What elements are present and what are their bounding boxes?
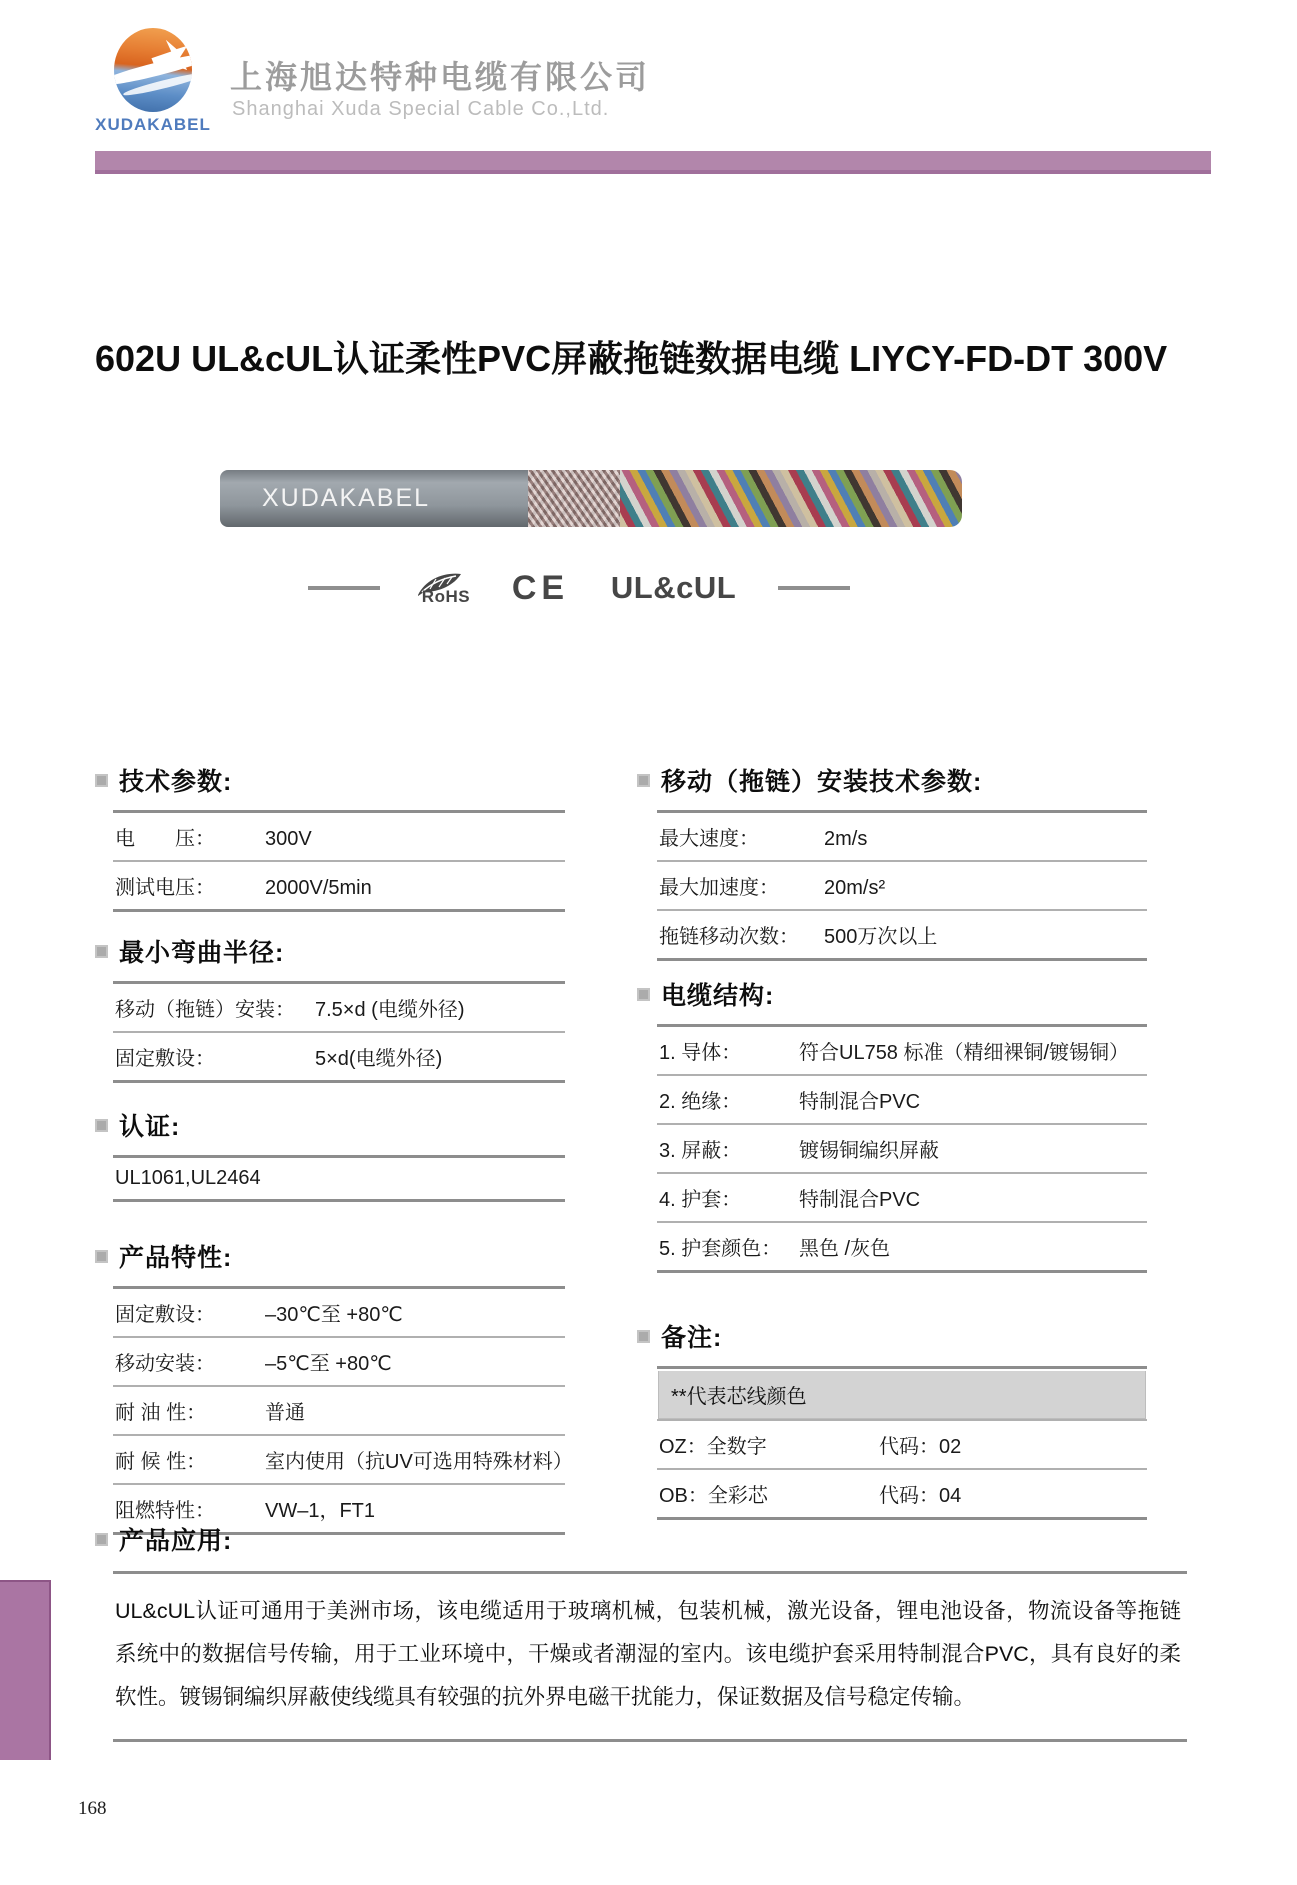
cable-product-image [220, 470, 962, 527]
notes-highlight-row: **代表芯线颜色 [658, 1371, 1146, 1419]
row-value: 特制混合PVC [799, 1189, 921, 1211]
table-row [657, 1027, 1147, 1074]
row-value: 500万次以上 [824, 926, 938, 948]
section-bullet-icon [95, 774, 108, 787]
section-title: 电缆结构: [661, 982, 775, 1010]
structure-table [657, 1024, 1147, 1273]
section-bullet-icon [637, 988, 650, 1001]
table-row [113, 1031, 565, 1080]
mobile-params-table [657, 810, 1147, 961]
table-row [657, 1468, 1147, 1517]
section-header [95, 1238, 565, 1274]
row-value: 普通 [265, 1402, 305, 1424]
section-title: 产品特性: [119, 1244, 233, 1272]
section-header [95, 1521, 1187, 1557]
section-bullet-icon [95, 1119, 108, 1132]
cable-braid-shield [528, 470, 620, 527]
logo-wordmark: XUDAKABEL [95, 115, 211, 134]
section-bullet-icon [637, 1330, 650, 1343]
row-label: OB：全彩芯 [659, 1485, 768, 1507]
bend-radius-table [113, 981, 565, 1083]
rohs-label: RoHS [421, 587, 471, 606]
row-label: 最大速度： [659, 828, 759, 850]
section-structure [637, 976, 1147, 1273]
side-accent-block [0, 1580, 51, 1760]
section-bend-radius [95, 933, 565, 1083]
table-row [657, 1074, 1147, 1123]
rohs-logo [422, 571, 470, 605]
row-value: 特制混合PVC [799, 1091, 921, 1113]
notes-table [657, 1366, 1147, 1520]
section-title: 最小弯曲半径: [119, 939, 285, 967]
table-row [113, 1336, 565, 1385]
row-label: 5. 护套颜色： [659, 1238, 782, 1260]
applications-paragraph: UL&cUL认证可通用于美洲市场，该电缆适用于玻璃机械，包装机械，激光设备，锂电池设备，物流设备等拖链系统中的数据信号传输，用于工业环境中，干燥或者潮湿的室内。该电缆护套采用特制混合PVC，具有良好的柔软性。镀锡铜编织屏蔽使线缆具有较强的抗外界电磁干扰能力，保证数据及信号稳定传输。 [113, 1571, 1187, 1742]
row-value: 镀锡铜编织屏蔽 [799, 1140, 939, 1162]
row-value: VW–1，FT1 [265, 1500, 376, 1522]
company-name-en: Shanghai Xuda Special Cable Co.,Ltd. [232, 98, 610, 120]
table-row [113, 813, 565, 860]
table-row [113, 1434, 573, 1483]
row-value: 5×d(电缆外径) [315, 1048, 443, 1070]
row-label: 3. 屏蔽： [659, 1140, 742, 1162]
row-label: 1. 导体： [659, 1042, 742, 1064]
row-label: 移动（拖链）安装： [115, 999, 295, 1021]
section-mobile-params [637, 762, 1147, 961]
row-value: –30℃至 +80℃ [265, 1304, 403, 1326]
row-value: 室内使用（抗UV可选用特殊材料） [265, 1451, 573, 1473]
table-row [113, 1385, 565, 1434]
table-row [657, 860, 1147, 909]
table-row [113, 1158, 565, 1199]
right-dash-divider [778, 586, 850, 590]
row-label: 4. 护套： [659, 1189, 742, 1211]
features-table [113, 1286, 573, 1535]
row-value: 20m/s² [824, 877, 886, 899]
section-bullet-icon [637, 774, 650, 787]
table-row [657, 909, 1147, 958]
cable-jacket-print: XUDAKABEL [262, 484, 431, 512]
ul-cul-mark: UL&cUL [610, 570, 737, 605]
section-title: 备注: [661, 1324, 723, 1352]
table-row [113, 860, 565, 909]
row-value: 7.5×d (电缆外径) [315, 999, 465, 1021]
certification-row [308, 562, 850, 614]
row-label: OZ：全数字 [659, 1436, 767, 1458]
row-label: 最大加速度： [659, 877, 779, 899]
company-name-cn: 上海旭达特种电缆有限公司 [230, 59, 651, 95]
section-notes [637, 1318, 1147, 1520]
section-applications [95, 1521, 1187, 1742]
row-label: UL1061,UL2464 [115, 1167, 261, 1189]
certification-table [113, 1155, 565, 1202]
table-row [657, 1419, 1147, 1468]
section-title: 产品应用: [119, 1527, 233, 1555]
row-label: 固定敷设： [115, 1048, 215, 1070]
page-title: 602U UL&cUL认证柔性PVC屏蔽拖链数据电缆 LIYCY-FD-DT 300V [95, 338, 1168, 379]
section-title: 移动（拖链）安装技术参数: [661, 768, 983, 796]
section-header [95, 1107, 565, 1143]
row-value: 300V [265, 828, 312, 850]
row-value: 代码：04 [879, 1485, 962, 1507]
logo-sphere-icon [114, 28, 192, 112]
section-bullet-icon [95, 945, 108, 958]
section-tech-params [95, 762, 565, 912]
table-row [657, 1221, 1147, 1270]
row-value: 代码：02 [879, 1436, 962, 1458]
row-label: 阻燃特性： [115, 1500, 215, 1522]
left-dash-divider [308, 586, 380, 590]
row-label: 耐 油 性： [115, 1402, 207, 1424]
section-title: 技术参数: [119, 768, 233, 796]
tech-params-table [113, 810, 565, 912]
header-accent-bar [95, 151, 1211, 174]
section-bullet-icon [95, 1250, 108, 1263]
section-certification [95, 1107, 565, 1202]
company-logo [94, 28, 212, 135]
table-row [113, 984, 565, 1031]
table-row [657, 813, 1147, 860]
table-row [657, 1123, 1147, 1172]
section-bullet-icon [95, 1533, 108, 1546]
section-header [637, 976, 1147, 1012]
row-value: 2m/s [824, 828, 868, 850]
row-value: –5℃至 +80℃ [265, 1353, 392, 1375]
row-value: 黑色 /灰色 [799, 1238, 891, 1260]
row-label: 测试电压： [115, 877, 215, 899]
section-features [95, 1238, 573, 1535]
row-value: 2000V/5min [265, 877, 372, 899]
page-number: 168 [78, 1798, 107, 1819]
ce-mark: CE [511, 568, 570, 607]
table-row [113, 1289, 565, 1336]
section-header [95, 933, 565, 969]
row-label: 电 压： [115, 828, 215, 850]
table-row [657, 1172, 1147, 1221]
row-label: 拖链移动次数： [659, 926, 799, 948]
row-label: 固定敷设： [115, 1304, 215, 1326]
row-label: 耐 候 性： [115, 1451, 207, 1473]
cable-twisted-wires [620, 470, 962, 527]
section-title: 认证: [119, 1113, 181, 1141]
section-header [95, 762, 565, 798]
row-label: 移动安装： [115, 1353, 215, 1375]
row-label: 2. 绝缘： [659, 1091, 742, 1113]
section-header [637, 1318, 1147, 1354]
section-header [637, 762, 1147, 798]
cable-jacket [220, 470, 528, 527]
row-value: 符合UL758 标准（精细裸铜/镀锡铜） [799, 1042, 1130, 1064]
